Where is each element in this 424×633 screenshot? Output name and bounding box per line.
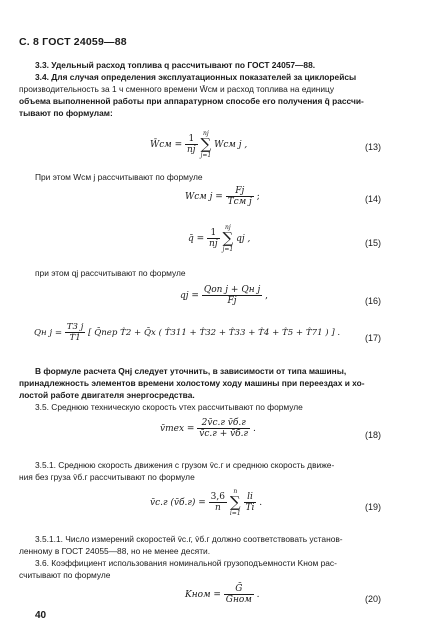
formula-19-sum-lower: i=1 [229,510,241,517]
formula-13-fraction [185,134,198,155]
formula-16-lhs: qj = [180,291,202,301]
formula-14 [185,186,260,207]
formula-15-numerator: 1 [207,228,220,239]
paragraph-3-6-line-1: 3.6. Коэффициент использования номинальной грузоподъемности Kном рас- [35,558,337,568]
formula-number-13: (13) [365,142,382,152]
formula-13-sum-lower: j=1 [200,152,212,159]
paragraph-qj: при этом qj рассчитывают по формуле [35,268,186,278]
formula-19-sigma: ∑ [229,493,241,511]
formula-18-fraction [197,418,250,439]
paragraph-note-line-2: принадлежность элементов времени холостому ходу машины при переездах и хо- [19,378,365,388]
formula-17-fraction [65,322,86,343]
formula-16-numerator: Qоп j + Qн j [203,285,261,295]
formula-13-sigma: ∑ [200,135,212,153]
formula-17-lhs: Qн j = [34,328,65,338]
paragraph-note-line-1: В формуле расчета Qнj следует уточнить, в зависимости от типа машины, [35,366,347,376]
formula-18-numerator: 2v̄с.г v̄б.г [197,418,250,429]
paragraph-3-4-line-3: объема выполненной работы при аппаратурном способе его получения q̄ рассчи- [19,96,364,106]
formula-19-lhs: v̄с.г (v̄б.г) = [150,498,209,508]
formula-16-denominator: Fj [227,296,237,306]
formula-19-inner-denominator: Ti [245,503,255,513]
paragraph-3-5-1-line-1: 3.5.1. Среднюю скорость движения с грузом v̄с.г и среднюю скорость движе- [35,460,335,470]
formula-15-fraction [207,228,220,249]
formula-15-sum-lower: j=1 [222,246,234,253]
formula-15-lhs: q̄ = [188,234,208,244]
formula-13-term: Wсм j , [214,140,248,150]
formula-18-lhs: v̄тех = [160,424,198,434]
formula-15-sum [223,224,234,253]
formula-number-15: (15) [365,238,382,248]
paragraph-wsmj: При этом Wсм j рассчитывают по формуле [35,172,203,182]
formula-20-denominator: Gном [225,595,252,605]
paragraph-3-5: 3.5. Среднюю техническую скорость vтех рассчитывают по формуле [35,402,303,412]
paragraph-3-3: 3.3. Удельный расход топлива q рассчитывают по ГОСТ 24057—88. [35,60,316,70]
formula-number-16: (16) [365,296,382,306]
formula-15-denominator: nj [209,239,218,249]
formula-17-denominator: T̂1 [69,333,81,343]
formula-number-18: (18) [365,430,382,440]
paragraph-3-6-line-2: считывают по формуле [19,570,111,580]
paragraph-3-5-1-1-line-2: ленному в ГОСТ 24055—88, но не менее десяти. [19,546,211,556]
formula-15-sum-upper: nj [224,224,231,231]
formula-19-numerator: 3,6 [210,492,225,502]
formula-13-denominator: nj [187,145,196,155]
formula-19-inner-numerator: li [244,492,257,503]
formula-number-20: (20) [365,594,382,604]
paragraph-3-5-1-1-line-1: 3.5.1.1. Число измерений скоростей v̄с.г, v̄б.г должно соответствовать установ- [35,534,343,544]
formula-18-denominator: v̄с.г + v̄б.г [199,429,249,439]
formula-15-sigma: ∑ [222,229,234,247]
formula-15 [188,224,250,253]
formula-number-14: (14) [365,194,382,204]
formula-number-19: (19) [365,502,382,512]
formula-13-sum-upper: nj [202,130,209,137]
formula-19-sum [230,488,241,517]
page-number: 40 [35,610,47,621]
formula-14-numerator: Fj [226,186,254,197]
formula-13-lhs: W̄см = [150,140,186,150]
formula-13-numerator: 1 [185,134,198,145]
formula-number-17: (17) [365,333,382,343]
formula-20 [185,584,260,605]
formula-19-fraction [209,492,227,513]
formula-18-tail: . [252,424,256,434]
formula-19 [150,488,262,517]
formula-14-tail: ; [256,192,260,202]
paragraph-3-4-line-2: производительность за 1 ч сменного времени W̄см и расход топлива на единицу [19,84,335,94]
formula-17-body: [ Q̄пер T̂2 + Q̄х ( T̂311 + T̂32 + T̂33 + T̂4 + T̂5 + T̂71 ) ] . [88,328,341,338]
formula-19-inner-fraction [244,492,257,513]
formula-19-tail: . [259,498,263,508]
formula-20-lhs: Kном = [185,590,224,600]
paragraph-3-4-line-4: тывают по формулам: [19,108,113,118]
formula-15-term: qj , [236,234,251,244]
formula-16-fraction [202,285,262,306]
formula-14-denominator: Tсм j [227,197,252,207]
formula-16 [180,285,268,306]
formula-18 [160,418,256,439]
paragraph-note-line-3: лостой работе двигателя энергосредства. [19,390,195,400]
formula-19-sum-upper: n [233,488,238,495]
formula-13-sum [200,130,211,159]
paragraph-3-5-1-line-2: ния без груза v̄б.г рассчитывают по формуле [19,472,195,482]
formula-13 [150,130,247,159]
formula-20-fraction [224,584,254,605]
formula-14-fraction [226,186,254,207]
paragraph-3-4-line-1: 3.4. Для случая определения эксплуатационных показателей за циклорейсы [35,72,357,82]
formula-20-tail: . [256,590,260,600]
formula-17-numerator: T3 j [66,322,84,332]
formula-14-lhs: Wсм j = [185,192,226,202]
formula-19-denominator: n [214,503,221,513]
formula-17 [34,322,340,343]
formula-16-tail: , [265,291,269,301]
formula-20-numerator: Ḡ [224,584,254,595]
page-header: С. 8 ГОСТ 24059—88 [19,36,127,48]
